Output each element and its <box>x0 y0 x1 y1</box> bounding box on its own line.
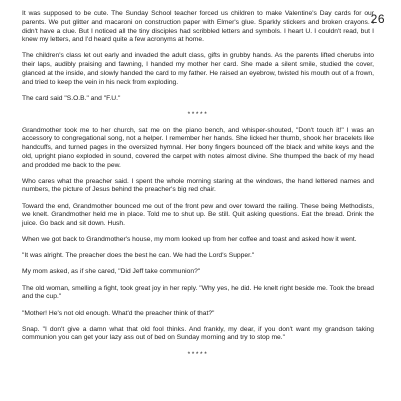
section-separator: ***** <box>187 350 209 358</box>
paragraph: Who cares what the preacher said. I spent the whole morning staring at the windows, the hand lettered names and numbers, the picture of Jesus behind the preacher's big red chair. <box>22 177 374 194</box>
paragraph: When we got back to Grandmother's house, my mom looked up from her coffee and toast and asked how it went. <box>22 236 357 244</box>
paragraph: "Mother! He's not old enough. What'd the preacher think of that?" <box>22 309 215 317</box>
paragraph: The card said "S.O.B." and "F.U." <box>22 94 121 102</box>
paragraph: Toward the end, Grandmother bounced me out of the front pew and over toward the railing. These being Methodists, we knelt. Grandmother held me in place. Told me to shut up. Be still. Quit asking questions. Eat the bread. Drink the juice. Go back and sit down. Hush. <box>22 202 374 228</box>
paragraph: Grandmother took me to her church, sat me on the piano bench, and whisper-shouted, "Don't touch it!" I was an accessory to congregational song, not a helper. I remember her hands. She licked her thumb, shook her bracelets like handcuffs, and turned pages in the oversized hymnal. Her bony fingers bounced off the black and white keys and the old, upright piano exploded in sound, covered the carpet with notes almost divine. She thumped the back of my head and prodded me back to the pew. <box>22 126 374 169</box>
paragraph: The old woman, smelling a fight, took great joy in her reply. "Why yes, he did. He knelt right beside me. Took the bread and the cup." <box>22 284 374 301</box>
paragraph: It was supposed to be cute. The Sunday School teacher forced us children to make Valentine's Day cards for our parents. We put glitter and macaroni on construction paper with Elmer's glue. Sparkly stickers and broken crayons. I didn't have a clue. But I noticed all the tiny disciples had scribbled letters and symbols. I heart U. I couldn't read, but I knew my letters, and I'd heard quite a few acronyms at home. <box>22 10 374 44</box>
paragraph: The children's class let out early and invaded the adult class, gifts in grubby hands. As the parents lifted cherubs into their laps, audibly praising and fawning, I handed my mother her card. She made a silent smile, studied the cover, glanced at the inside, and slowly handed the card to my father. He raised an eyebrow, twisted his mouth out of a frown, and tried to keep the vein in his neck from exploding. <box>22 52 374 86</box>
page-body <box>22 10 374 366</box>
paragraph: "It was alright. The preacher does the best he can. We had the Lord's Supper." <box>22 252 255 260</box>
paragraph: Snap. "I don't give a damn what that old fool thinks. And frankly, my dear, if you don't want my grandson taking communion you can get your lazy ass out of bed on Sunday morning and try to stop me." <box>22 325 374 342</box>
section-separator: ***** <box>187 110 209 118</box>
paragraph: My mom asked, as if she cared, "Did Jeff take communion?" <box>22 268 201 276</box>
page-number: 26 <box>370 12 385 26</box>
